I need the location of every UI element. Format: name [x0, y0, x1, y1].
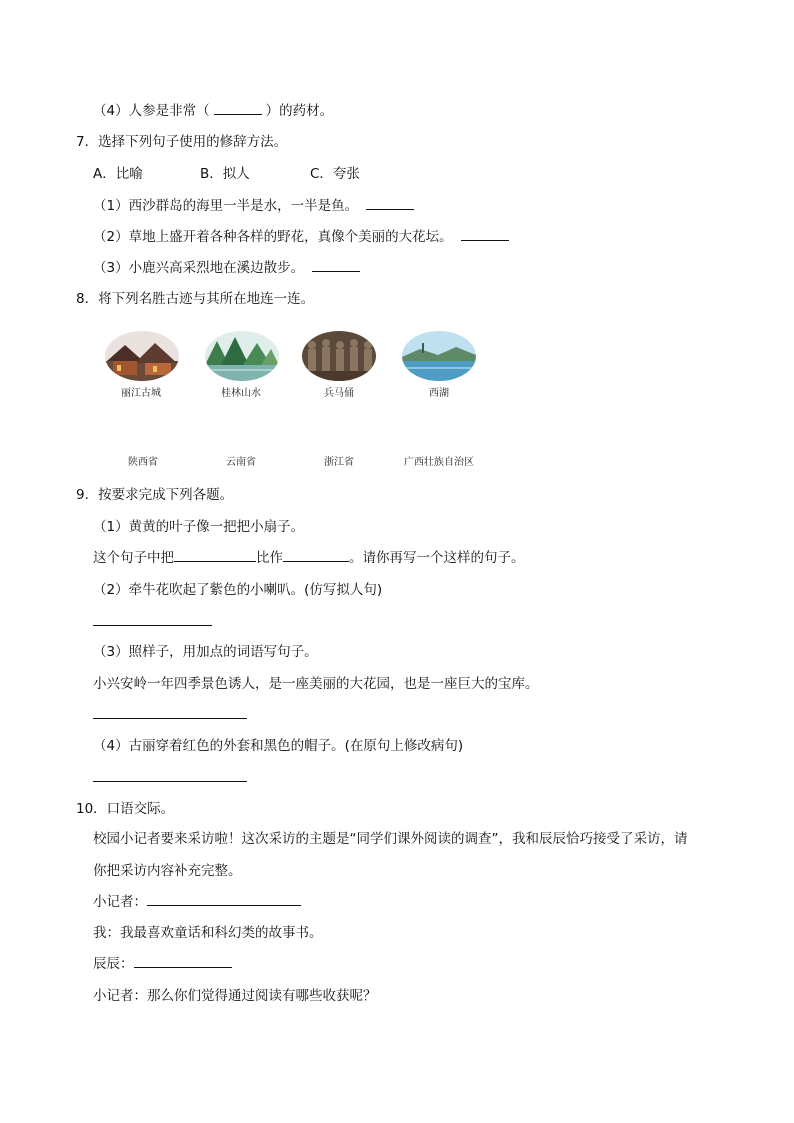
q8-title: 8．将下列名胜古迹与其所在地连一连。: [76, 291, 315, 307]
lijiang-old-town-image: [105, 331, 179, 381]
q7-item2-text: （2）草地上盛开着各种各样的野花，真像个美丽的大花坛。: [93, 229, 453, 245]
place-yunnan[interactable]: 云南省: [226, 457, 256, 468]
q10-me-answer: 我：我最喜欢童话和科幻类的故事书。: [93, 925, 323, 941]
q9-item4: （4）古丽穿着红色的外套和黑色的帽子。(在原句上修改病句): [93, 738, 464, 754]
q10-title: 10．口语交际。: [76, 801, 175, 817]
sight-caption-lijiang: 丽江古城: [121, 388, 161, 399]
sight-caption-terracotta: 兵马俑: [324, 388, 354, 399]
q7-item1: [93, 196, 414, 216]
q7-option-c: C．夸张: [310, 166, 360, 182]
q6-item4-blank[interactable]: [214, 102, 262, 115]
q10-intro-line2: 你把采访内容补充完整。: [93, 863, 242, 879]
q9-title: 9．按要求完成下列各题。: [76, 487, 234, 503]
q7-item3-blank[interactable]: [312, 259, 360, 272]
q9-item1-prompt: [93, 548, 525, 568]
west-lake-image: [402, 331, 476, 381]
q6-item4-post: ）的药材。: [265, 103, 334, 119]
q7-item1-blank[interactable]: [366, 197, 414, 210]
q7-item3: [93, 258, 360, 278]
q9-item2-answer-line[interactable]: [93, 625, 212, 626]
q10-intro-line1: 校园小记者要来采访啦！这次采访的主题是“同学们课外阅读的调查”，我和辰辰恰巧接受了采访，请: [93, 831, 688, 847]
q10-reporter-followup: 小记者：那么你们觉得通过阅读有哪些收获呢？: [93, 988, 377, 1004]
q7-option-a: A．比喻: [93, 166, 143, 182]
place-guangxi[interactable]: 广西壮族自治区: [404, 457, 474, 468]
q9-item3: （3）照样子，用加点的词语写句子。: [93, 644, 318, 660]
q10-chenchen-answer: [93, 954, 232, 974]
q9-item3-example: 小兴安岭一年四季景色诱人，是一座美丽的大花园，也是一座巨大的宝库。: [93, 676, 539, 692]
q9-item1: （1）黄黄的叶子像一把把小扇子。: [93, 519, 305, 535]
q10-reporter-blank[interactable]: [147, 893, 301, 906]
q10-reporter-label: 小记者：: [93, 894, 147, 910]
q7-item2: [93, 227, 509, 247]
q7-item1-text: （1）西沙群岛的海里一半是水，一半是鱼。: [93, 198, 359, 214]
terracotta-army-image: [302, 331, 376, 381]
q7-item2-blank[interactable]: [461, 228, 509, 241]
q10-chenchen-label: 辰辰：: [93, 956, 134, 972]
q9-item2: （2）牵牛花吹起了紫色的小喇叭。(仿写拟人句): [93, 582, 383, 598]
place-zhejiang[interactable]: 浙江省: [324, 457, 354, 468]
q6-item4: [93, 101, 333, 121]
q9-item1-prompt-b: 比作: [256, 550, 283, 566]
q10-reporter-question: [93, 892, 301, 912]
q9-item1-prompt-c: 。请你再写一个这样的句子。: [349, 550, 525, 566]
place-shaanxi[interactable]: 陕西省: [128, 457, 158, 468]
q9-item4-answer-line[interactable]: [93, 781, 247, 782]
q7-title: 7．选择下列句子使用的修辞方法。: [76, 134, 288, 150]
q10-chenchen-blank[interactable]: [134, 955, 232, 968]
q9-item1-blank-subject[interactable]: [174, 549, 256, 562]
q6-item4-pre: （4）人参是非常（: [93, 103, 210, 119]
sight-caption-westlake: 西湖: [429, 388, 449, 399]
q9-item3-answer-line[interactable]: [93, 718, 247, 719]
sight-caption-guilin: 桂林山水: [221, 388, 261, 399]
q9-item1-blank-object[interactable]: [283, 549, 349, 562]
q9-item1-prompt-a: 这个句子中把: [93, 550, 174, 566]
guilin-landscape-image: [205, 331, 279, 381]
q7-option-b: B．拟人: [200, 166, 250, 182]
q7-item3-text: （3）小鹿兴高采烈地在溪边散步。: [93, 260, 305, 276]
